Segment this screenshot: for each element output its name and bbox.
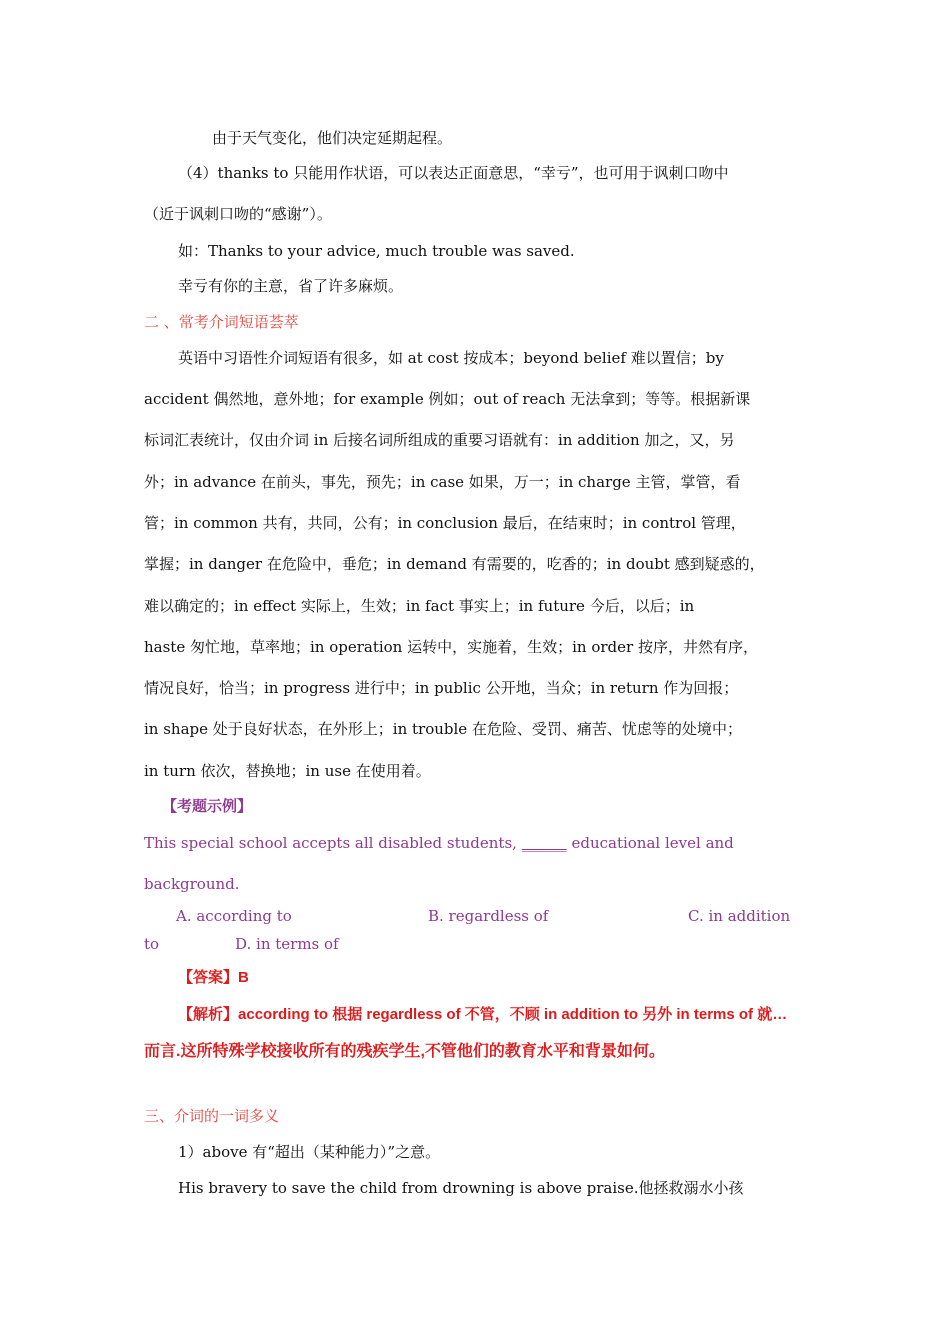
analysis-label: 【解析】 bbox=[178, 1005, 239, 1023]
question-line1 bbox=[144, 831, 734, 855]
paragraph-line: 管；in common 共有，共同，公有；in conclusion 最后，在结束时；in control 管理， bbox=[144, 514, 746, 532]
option-b: B. regardless of bbox=[428, 907, 549, 925]
paragraph-line: 标词汇表统计，仅由介词 in 后接名词所组成的重要习语就有：in addition 加之，又，另 bbox=[144, 431, 735, 449]
meaning-item: 1）above 有“超出（某种能力）”之意。 bbox=[178, 1143, 441, 1161]
analysis-line1 bbox=[178, 1002, 787, 1027]
example-label: 【考题示例】 bbox=[162, 797, 253, 815]
paragraph-line: haste 匆忙地，草率地；in operation 运转中，实施着，生效；in order 按序，井然有序， bbox=[144, 638, 758, 656]
example-sentence-translation: 幸亏有你的主意，省了许多麻烦。 bbox=[178, 277, 404, 295]
paragraph-line: 掌握；in danger 在危险中，垂危；in demand 有需要的，吃香的；in doubt 感到疑惑的， bbox=[144, 555, 765, 573]
question-text-b: educational level and bbox=[566, 834, 734, 852]
answer-label: 【答案】 bbox=[178, 968, 239, 986]
paragraph-line: 外；in advance 在前头，事先，预先；in case 如果，万一；in charge 主管，掌管，看 bbox=[144, 473, 741, 491]
paragraph-line: in turn 依次，替换地；in use 在使用着。 bbox=[144, 762, 431, 780]
analysis-text1: according to 根据 regardless of 不管，不顾 in addition to 另外 in terms of 就… bbox=[238, 1006, 788, 1023]
section-heading-3: 三、介词的一词多义 bbox=[144, 1107, 280, 1125]
option-a: A. according to bbox=[176, 907, 292, 925]
example-translation-line: 由于天气变化，他们决定延期起程。 bbox=[212, 129, 453, 147]
answer-value: B bbox=[238, 969, 249, 986]
paragraph-line: 情况良好，恰当；in progress 进行中；in public 公开地，当众；in return 作为回报； bbox=[144, 679, 739, 697]
paragraph-line: accident 偶然地，意外地；for example 例如；out of reach 无法拿到；等等。根据新课 bbox=[144, 390, 751, 408]
example-sentence: 如：Thanks to your advice, much trouble was saved. bbox=[178, 242, 575, 260]
option-d: D. in terms of bbox=[235, 935, 339, 953]
paragraph-line: 英语中习语性介词短语有很多，如 at cost 按成本；beyond belief 难以置信；by bbox=[178, 349, 724, 367]
question-blank: ______ bbox=[521, 834, 567, 852]
section-heading-2: 二 、常考介词短语荟萃 bbox=[144, 313, 299, 331]
question-line2: background. bbox=[144, 875, 240, 893]
paragraph-line: 难以确定的；in effect 实际上，生效；in fact 事实上；in future 今后，以后；in bbox=[144, 597, 695, 615]
option-c-continued: to bbox=[144, 935, 160, 953]
question-text-a: This special school accepts all disabled students, bbox=[144, 834, 522, 852]
thanks-to-note-line1: （4）thanks to 只能用作状语，可以表达正面意思，“幸亏”，也可用于讽刺口吻中 bbox=[178, 164, 729, 182]
option-c: C. in addition bbox=[688, 907, 791, 925]
thanks-to-note-line2: （近于讽刺口吻的“感谢”）。 bbox=[144, 205, 332, 223]
meaning-example: His bravery to save the child from drowning is above praise.他拯救溺水小孩 bbox=[178, 1179, 744, 1197]
paragraph-line: in shape 处于良好状态，在外形上；in trouble 在危险、受罚、痛苦、忧虑等的处境中； bbox=[144, 720, 742, 738]
answer-line bbox=[178, 965, 249, 990]
analysis-line2: 而言.这所特殊学校接收所有的残疾学生,不管他们的教育水平和背景如何。 bbox=[144, 1043, 665, 1060]
